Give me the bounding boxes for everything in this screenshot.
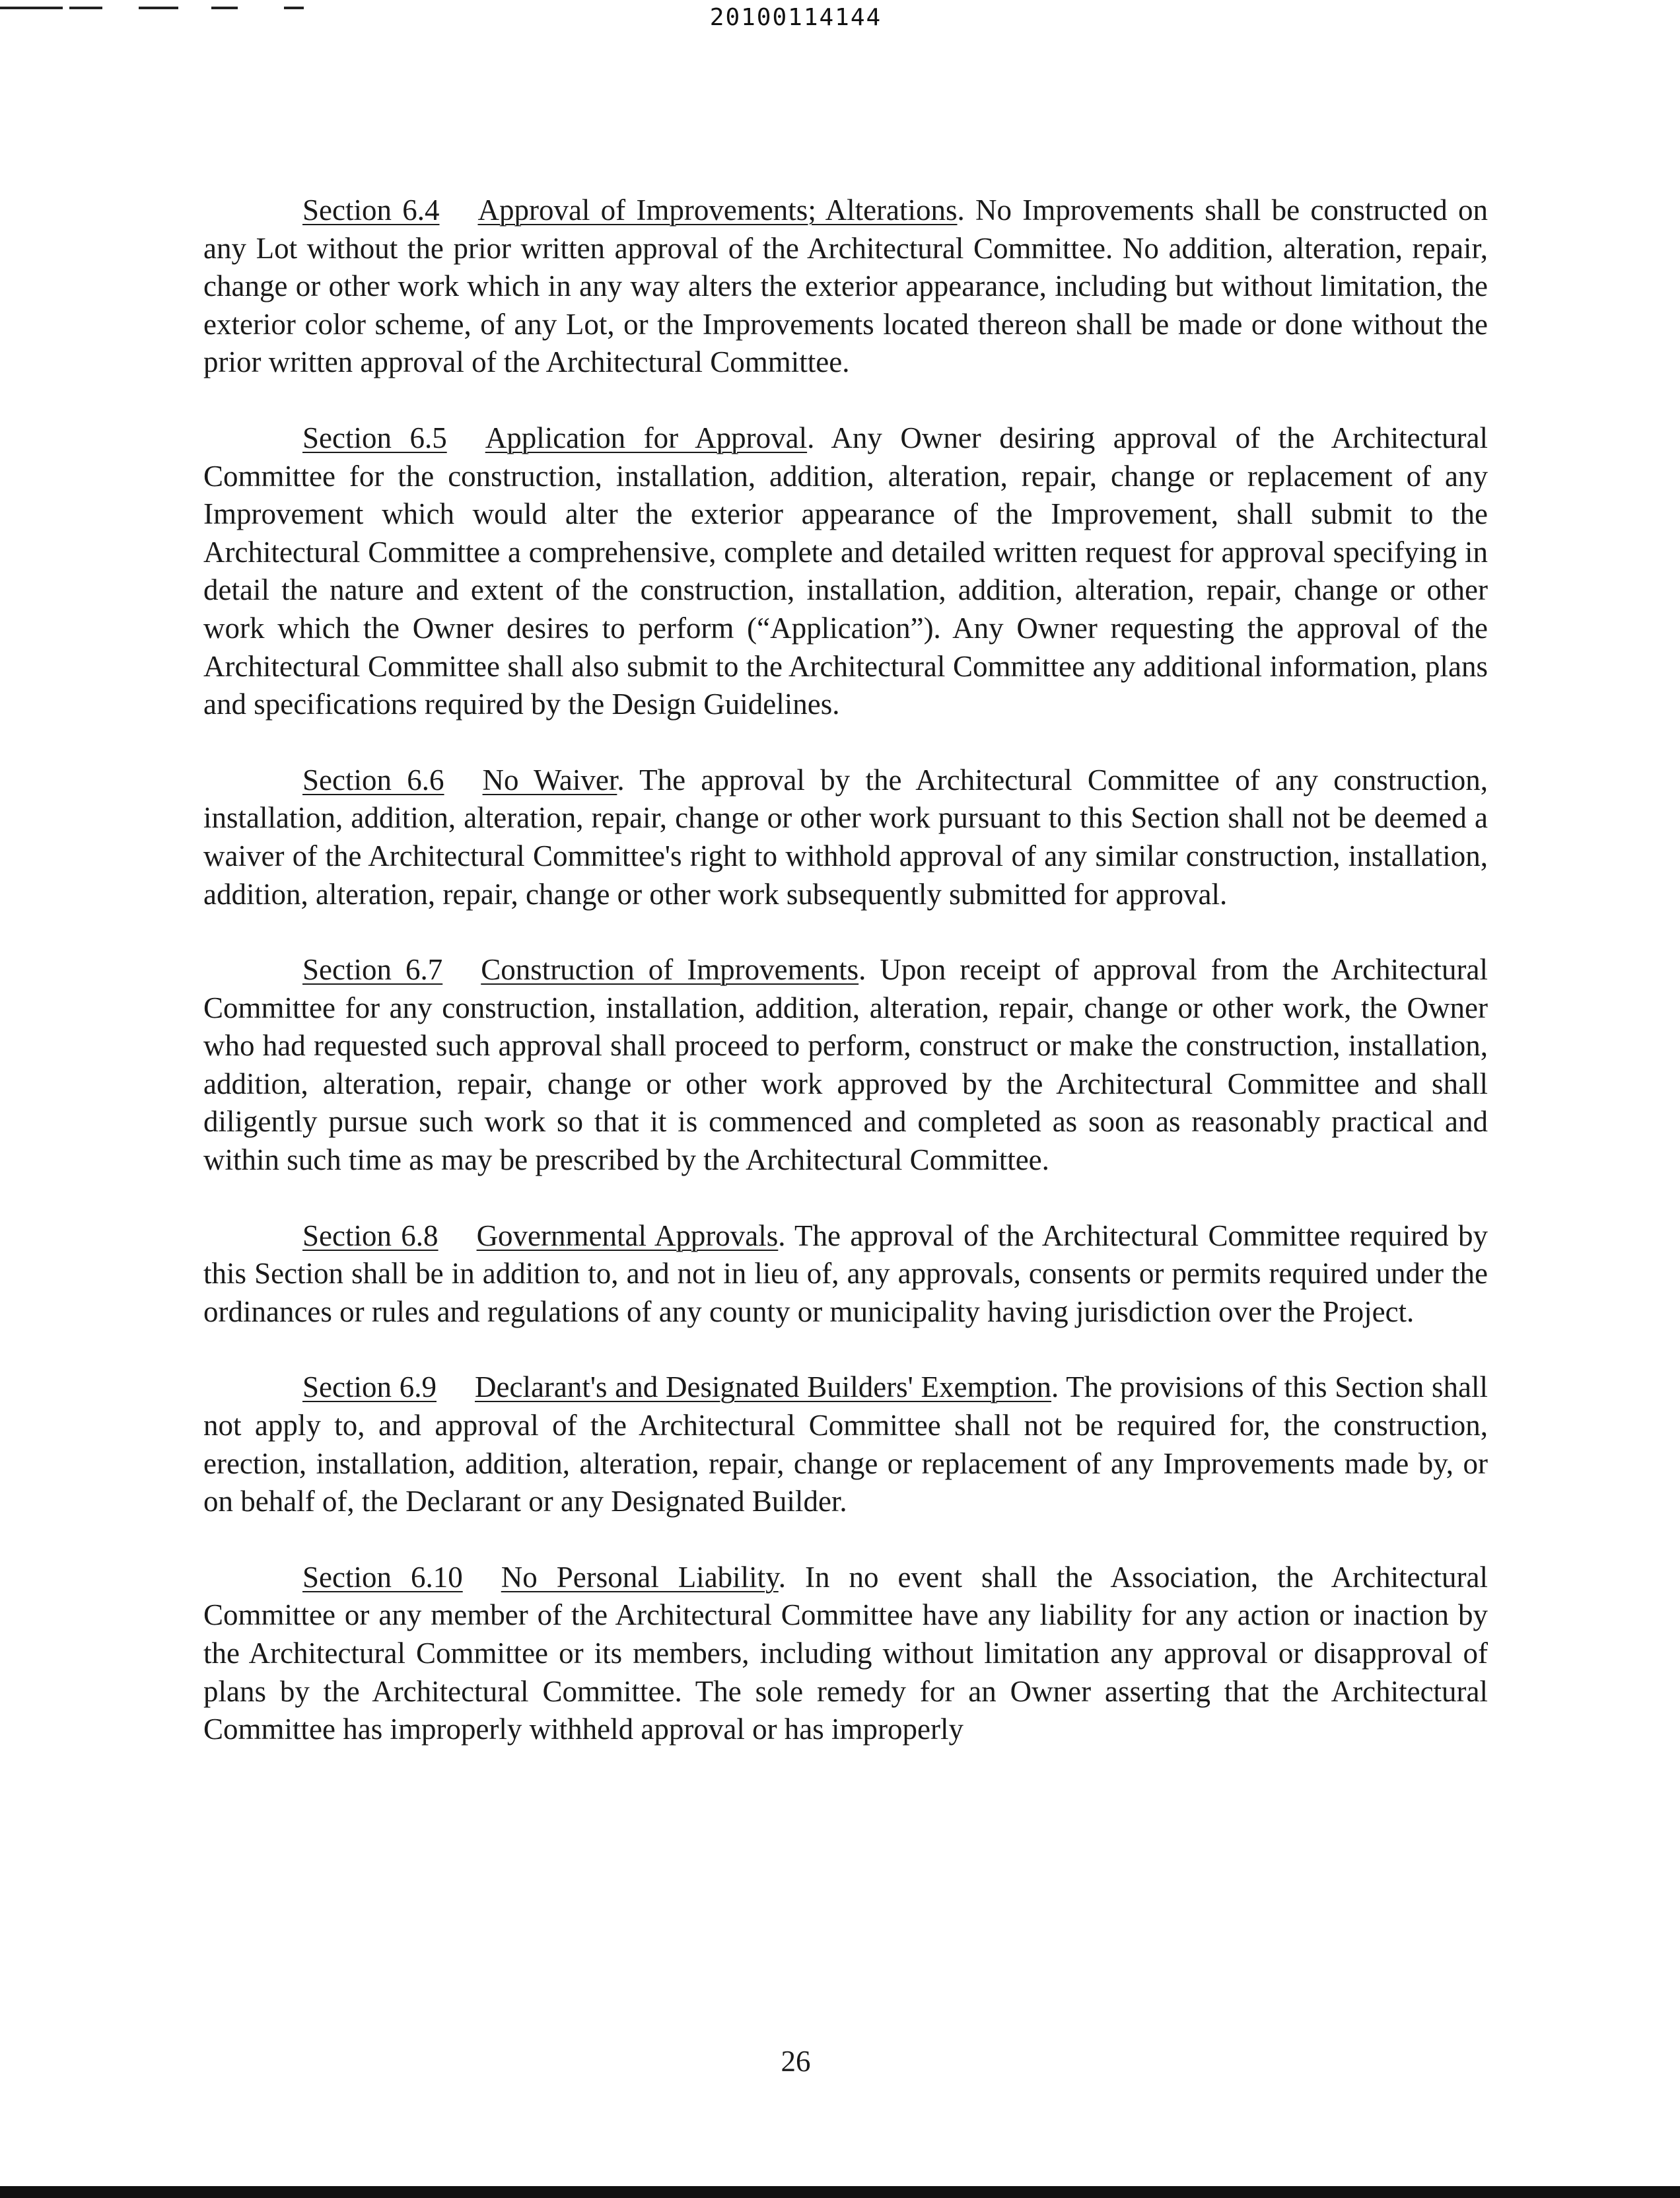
section-body: . In no event shall the Association, the Architectural Committee or any member of the Architectural Committee have any liability for any action or inaction by the Architectural Committee or its members, including without limitation any approval or disapproval of plans by the Architectural Committee. The sole remedy for an Owner asserting that the Architectural Committee has improperly withheld approval or has improperly [203, 1560, 1488, 1746]
section-6-6 [203, 762, 1488, 913]
document-number: 20100114144 [709, 4, 882, 31]
section-title: Construction of Improvements [481, 953, 859, 987]
section-title: Governmental Approvals [476, 1219, 779, 1252]
section-6-8 [203, 1217, 1488, 1331]
section-6-4 [203, 192, 1488, 382]
section-6-10 [203, 1559, 1488, 1749]
section-number: Section 6.4 [302, 194, 440, 227]
section-title: Approval of Improvements; Alterations [477, 194, 958, 227]
section-body: . Upon receipt of approval from the Architectural Committee for any construction, installation, addition, alteration, repair, change or other work, the Owner who had requested such approval shall proceed to perform, construct or make the construction, installation, addition, alteration, repair, change or other work approved by the Architectural Committee and shall diligently pursue such work so that it is commenced and completed as soon as reasonably practical and within such time as may be prescribed by the Architectural Committee. [203, 953, 1488, 1177]
section-number: Section 6.6 [302, 763, 444, 797]
section-body: . Any Owner desiring approval of the Architectural Committee for the construction, installation, addition, alteration, repair, change or replacement of any Improvement which would alter the exterior appearance of the Improvement, shall submit to the Architectural Committee a comprehensive, complete and detailed written request for approval specifying in detail the nature and extent of the construction, installation, addition, alteration, repair, change or other work which the Owner desires to perform (“Application”). Any Owner requesting the approval of the Architectural Committee shall also submit to the Architectural Committee any additional information, plans and specifications required by the Design Guidelines. [203, 421, 1488, 721]
section-number: Section 6.9 [302, 1370, 437, 1404]
section-number: Section 6.8 [302, 1219, 438, 1252]
section-body: . The approval of the Architectural Committee required by this Section shall be in addition to, and not in lieu of, any approvals, consents or permits required under the ordinances or rules and regulations of any county or municipality having jurisdiction over the Project. [203, 1219, 1488, 1328]
section-number: Section 6.7 [302, 953, 443, 987]
page-number: 26 [781, 2045, 811, 2078]
section-number: Section 6.10 [302, 1560, 463, 1594]
section-body: . The approval by the Architectural Committee of any construction, installation, addition, alteration, repair, change or other work pursuant to this Section shall not be deemed a waiver of the Architectural Committee's right to withhold approval of any similar construction, installation, addition, alteration, repair, change or other work subsequently submitted for approval. [203, 763, 1488, 911]
section-6-5 [203, 419, 1488, 724]
section-6-7 [203, 951, 1488, 1180]
section-title: No Personal Liability [501, 1560, 779, 1594]
document-body [203, 192, 1488, 1787]
section-body: . No Improvements shall be constructed on any Lot without the prior written approval of the Architectural Committee. No addition, alteration, repair, change or other work which in any way alters the exterior appearance, including but without limitation, the exterior color scheme, of any Lot, or the Improvements located thereon shall be made or done without the prior written approval of the Architectural Committee. [203, 194, 1488, 379]
section-title: No Waiver [482, 763, 617, 797]
bottom-scan-border [0, 2186, 1680, 2198]
section-6-9 [203, 1368, 1488, 1520]
section-title: Application for Approval [485, 421, 808, 454]
section-body: . The provisions of this Section shall not apply to, and approval of the Architectural Committee shall not be required for, the construction, erection, installation, addition, alteration, repair, change or replacement of any Improvements made by, or on behalf of, the Declarant or any Designated Builder. [203, 1370, 1488, 1518]
section-title: Declarant's and Designated Builders' Exemption [475, 1370, 1052, 1404]
section-number: Section 6.5 [302, 421, 447, 454]
